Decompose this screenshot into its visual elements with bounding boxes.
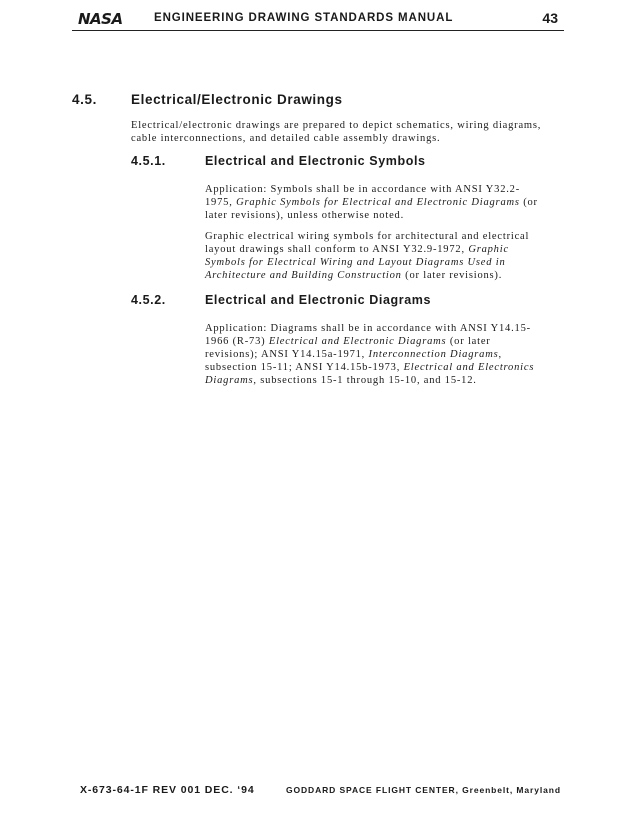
nasa-logo: NASA (78, 10, 123, 28)
subsection-heading (131, 154, 561, 172)
paragraph (205, 322, 534, 387)
section-heading (72, 92, 562, 110)
section-title: Electrical/Electronic Drawings (131, 92, 343, 107)
text-run: (or (523, 197, 538, 208)
text-run: , subsections 15-1 through 15-10, and 15-12. (253, 375, 477, 386)
citation-title: Electrical and Electronics (403, 362, 535, 373)
paragraph (205, 230, 529, 282)
text-line (205, 348, 534, 361)
page-header (72, 8, 564, 31)
text-line (205, 243, 529, 256)
subsection-heading (131, 293, 561, 311)
text-run: subsection 15-11; ANSI Y14.15b-1973, (205, 362, 401, 373)
text-line: Graphic electrical wiring symbols for architectural and electrical (205, 231, 530, 242)
text-line (205, 196, 538, 209)
text-run: 1966 (R-73) (205, 336, 266, 347)
text-run: , (498, 349, 502, 360)
manual-title: ENGINEERING DRAWING STANDARDS MANUAL (154, 12, 454, 24)
subsection-title: Electrical and Electronic Symbols (205, 154, 426, 168)
text-line (205, 335, 534, 348)
text-line (205, 361, 534, 374)
publisher-location: GODDARD SPACE FLIGHT CENTER, Greenbelt, Maryland (286, 785, 561, 795)
subsection-title: Electrical and Electronic Diagrams (205, 293, 432, 307)
text-run: (or later revisions). (405, 270, 503, 281)
text-line (205, 374, 534, 387)
citation-title: Diagrams (205, 375, 254, 386)
citation-title: Interconnection Diagrams (368, 349, 499, 360)
subsection-number: 4.5.1. (131, 154, 166, 168)
subsection-number: 4.5.2. (131, 293, 166, 307)
text-line: Application: Symbols shall be in accordance with ANSI Y32.2- (205, 184, 521, 195)
section-number: 4.5. (72, 92, 97, 107)
text-line (205, 256, 529, 269)
citation-title: Architecture and Building Construction (205, 270, 402, 281)
citation-title: Symbols for Electrical Wiring and Layout Diagrams Used in (205, 257, 506, 268)
intro-line: Electrical/electronic drawings are prepared to depict schematics, wiring diagrams, (131, 120, 542, 131)
text-run: 1975, (205, 197, 233, 208)
citation-title: Graphic (468, 244, 509, 255)
document-number: X-673-64-1F REV 001 DEC. ‘94 (80, 784, 255, 796)
text-line (205, 269, 529, 282)
text-run: (or later (449, 336, 491, 347)
intro-line: cable interconnections, and detailed cable assembly drawings. (131, 133, 441, 144)
text-run: layout drawings shall conform to ANSI Y32.9-1972, (205, 244, 465, 255)
paragraph (205, 183, 538, 222)
section-intro (131, 119, 541, 145)
text-run: revisions); ANSI Y14.15a-1971, (205, 349, 366, 360)
citation-title: Electrical and Electronic Diagrams (268, 336, 447, 347)
text-line: Application: Diagrams shall be in accordance with ANSI Y14.15- (205, 323, 531, 334)
page-number: 43 (542, 10, 558, 26)
text-line: later revisions), unless otherwise noted. (205, 210, 405, 221)
citation-title: Graphic Symbols for Electrical and Electronic Diagrams (236, 197, 520, 208)
